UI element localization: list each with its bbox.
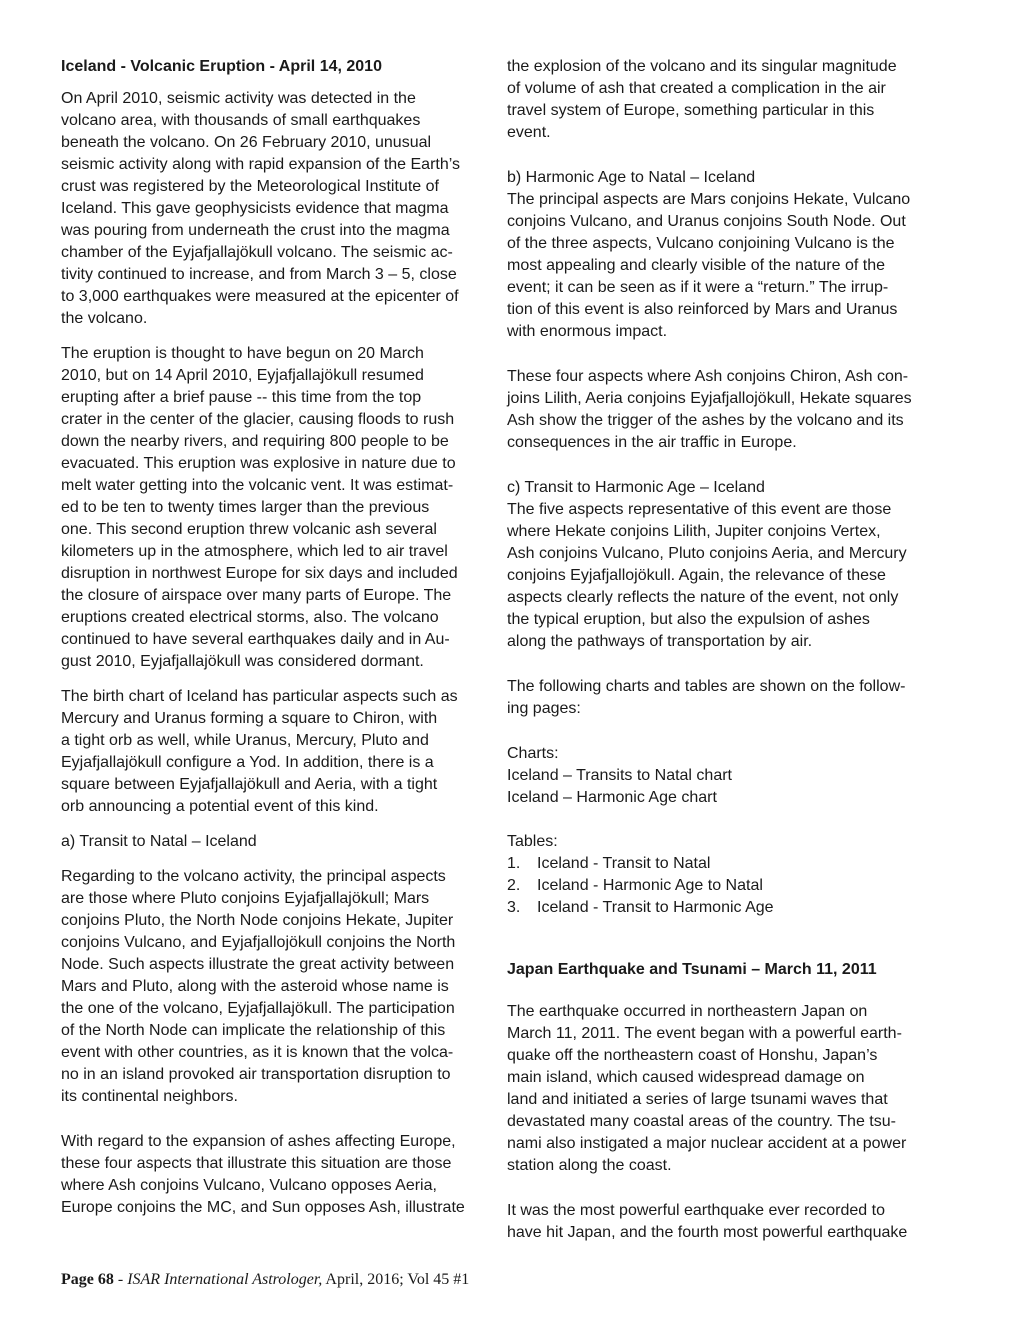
text-line: eruptions created electrical storms, also. The volcano [61,609,439,626]
text-line: The following charts and tables are shown on the follow- [507,678,906,695]
text-line: the explosion of the volcano and its singular magnitude [507,58,897,75]
text-line: With regard to the expansion of ashes affecting Europe, [61,1133,456,1150]
right-column [507,56,937,1257]
charts-label: Charts: [507,745,559,762]
text-line: Iceland. This gave geophysicists evidence that magma [61,200,449,217]
text-line: gust 2010, Eyjafjallajökull was considered dormant. [61,653,424,670]
text-line: disruption in northwest Europe for six days and included [61,565,458,582]
text-line: chamber of the Eyjafjallajökull volcano. The seismic ac- [61,244,453,261]
text-line: no in an island provoked air transportation disruption to [61,1066,451,1083]
paragraph [507,1200,937,1244]
tables-items [507,853,937,919]
text-line: the typical eruption, but also the expulsion of ashes [507,611,870,628]
text-line: c) Transit to Harmonic Age – Iceland [507,479,765,496]
text-line: orb announcing a potential event of this kind. [61,798,379,815]
text-line: These four aspects where Ash conjoins Chiron, Ash con- [507,368,909,385]
text-line: the volcano. [61,310,148,327]
text-line: Regarding to the volcano activity, the principal aspects [61,868,446,885]
text-line: b) Harmonic Age to Natal – Iceland [507,169,756,186]
text-line: to 3,000 earthquakes were measured at the epicenter of [61,288,459,305]
paragraph [61,866,483,1108]
text-line: where Ash conjoins Vulcano, Vulcano opposes Aeria, [61,1177,437,1194]
text-line: event. [507,124,551,141]
text-line: have hit Japan, and the fourth most powerful earthquake [507,1224,908,1241]
list-text: Iceland - Transit to Natal [537,855,711,872]
subheading-transit-to-natal [61,831,483,853]
text-line: Ash show the trigger of the ashes by the volcano and its [507,412,904,429]
text-line: the one of the volcano, Eyjafjallajökull. The participation [61,1000,455,1017]
text-line: seismic activity along with rapid expansion of the Earth’s [61,156,461,173]
text-line: conjoins Vulcano, and Uranus conjoins South Node. Out [507,213,906,230]
text-line: main island, which caused widespread damage on [507,1069,865,1086]
paragraph [507,676,937,720]
text-line: its continental neighbors. [61,1088,238,1105]
text-line: evacuated. This eruption was explosive in nature due to [61,455,456,472]
text-line: event; it can be seen as if it were a “return.” The irrup- [507,279,889,296]
paragraph [507,1001,937,1177]
journal-title: ISAR International Astrologer, [127,1271,323,1288]
paragraph [507,167,937,343]
list-number: 3. [507,899,521,916]
paragraph [507,366,937,454]
charts-items [507,765,937,809]
list-text: Iceland - Harmonic Age to Natal [537,877,763,894]
text-line: volcano area, with thousands of small earthquakes [61,112,421,129]
text-line: crust was registered by the Meteorological Institute of [61,178,439,195]
article-heading-japan: Japan Earthquake and Tsunami – March 11, 2011 [507,961,877,978]
text-line: these four aspects that illustrate this situation are those [61,1155,452,1172]
text-line: quake off the northeastern coast of Honshu, Japan’s [507,1047,878,1064]
text-line: travel system of Europe, something particular in this [507,102,875,119]
list-number: 2. [507,877,521,894]
text-line: kilometers up in the atmosphere, which led to air travel [61,543,448,560]
text-line: joins Lilith, Aeria conjoins Eyjafjallojökull, Hekate squares [507,390,912,407]
text-line: Node. Such aspects illustrate the great activity between [61,956,455,973]
text-line: a) Transit to Natal – Iceland [61,833,257,850]
text-line: The earthquake occurred in northeastern Japan on [507,1003,868,1020]
text-line: March 11, 2011. The event began with a powerful earth- [507,1025,902,1042]
paragraph [507,477,937,653]
text-line: are those where Pluto conjoins Eyjafjallajökull; Mars [61,890,430,907]
text-line: of the North Node can implicate the relationship of this [61,1022,446,1039]
text-line: continued to have several earthquakes daily and in Au- [61,631,450,648]
text-line: The principal aspects are Mars conjoins Hekate, Vulcano [507,191,911,208]
text-line: Mercury and Uranus forming a square to Chiron, with [61,710,438,727]
text-line: down the nearby rivers, and requiring 800 people to be [61,433,449,450]
text-line: tion of this event is also reinforced by Mars and Uranus [507,301,898,318]
text-line: It was the most powerful earthquake ever recorded to [507,1202,885,1219]
paragraph [61,343,483,673]
table-list-item [507,853,937,875]
text-line: of the three aspects, Vulcano conjoining Vulcano is the [507,235,895,252]
text-line: conjoins Vulcano, and Eyjafjallojökull conjoins the North [61,934,456,951]
text-line: conjoins Eyjafjallojökull. Again, the relevance of these [507,567,886,584]
footer-separator: - [113,1271,128,1288]
paragraph [61,88,483,330]
text-line: where Hekate conjoins Lilith, Jupiter conjoins Vertex, [507,523,881,540]
text-line: The birth chart of Iceland has particular aspects such as [61,688,458,705]
text-line: tivity continued to increase, and from March 3 – 5, close [61,266,457,283]
text-line: ed to be ten to twenty times larger than the previous [61,499,430,516]
list-number: 1. [507,855,521,872]
text-line: 2010, but on 14 April 2010, Eyjafjallajökull resumed [61,367,424,384]
text-line: melt water getting into the volcanic vent. It was estimat- [61,477,454,494]
text-line: Iceland – Harmonic Age chart [507,789,717,806]
text-line: along the pathways of transportation by air. [507,633,813,650]
text-line: aspects clearly reflects the nature of the event, not only [507,589,899,606]
text-line: of volume of ash that created a complication in the air [507,80,886,97]
paragraph [61,686,483,818]
text-line: was pouring from underneath the crust into the magma [61,222,450,239]
text-line: with enormous impact. [507,323,668,340]
text-line: station along the coast. [507,1157,672,1174]
table-list-item [507,897,937,919]
text-line: The eruption is thought to have begun on 20 March [61,345,424,362]
text-line: Europe conjoins the MC, and Sun opposes Ash, illustrate [61,1199,465,1216]
text-line: a tight orb as well, while Uranus, Mercury, Pluto and [61,732,429,749]
issue-info: April, 2016; Vol 45 #1 [322,1271,470,1288]
text-line: Iceland – Transits to Natal chart [507,767,732,784]
text-line: Ash conjoins Vulcano, Pluto conjoins Aeria, and Mercury [507,545,907,562]
text-line: The five aspects representative of this event are those [507,501,892,518]
table-list-item [507,875,937,897]
page-footer [61,1271,469,1289]
text-line: one. This second eruption threw volcanic ash several [61,521,437,538]
text-line: crater in the center of the glacier, causing floods to rush [61,411,455,428]
left-column [61,56,483,1232]
tables-label: Tables: [507,833,558,850]
text-line: On April 2010, seismic activity was detected in the [61,90,416,107]
text-line: conjoins Pluto, the North Node conjoins Hekate, Jupiter [61,912,454,929]
tables-list [507,831,937,919]
text-line: ing pages: [507,700,581,717]
text-line: most appealing and clearly visible of the nature of the [507,257,886,274]
text-line: the closure of airspace over many parts of Europe. The [61,587,452,604]
list-text: Iceland - Transit to Harmonic Age [537,899,774,916]
text-line: square between Eyjafjallajökull and Aeria, with a tight [61,776,438,793]
page-number: Page 68 [61,1271,114,1288]
charts-list [507,743,937,809]
text-line: Eyjafjallajökull configure a Yod. In addition, there is a [61,754,434,771]
text-line: consequences in the air traffic in Europe. [507,434,797,451]
paragraph [61,1131,483,1219]
text-line: beneath the volcano. On 26 February 2010, unusual [61,134,432,151]
text-line: land and initiated a series of large tsunami waves that [507,1091,888,1108]
text-line: Mars and Pluto, along with the asteroid whose name is [61,978,449,995]
paragraph [507,56,937,144]
article-heading-iceland: Iceland - Volcanic Eruption - April 14, 2010 [61,58,382,75]
text-line: erupting after a brief pause -- this time from the top [61,389,422,406]
text-line: devastated many coastal areas of the country. The tsu- [507,1113,896,1130]
text-line: nami also instigated a major nuclear accident at a power [507,1135,907,1152]
text-line: event with other countries, as it is known that the volca- [61,1044,454,1061]
